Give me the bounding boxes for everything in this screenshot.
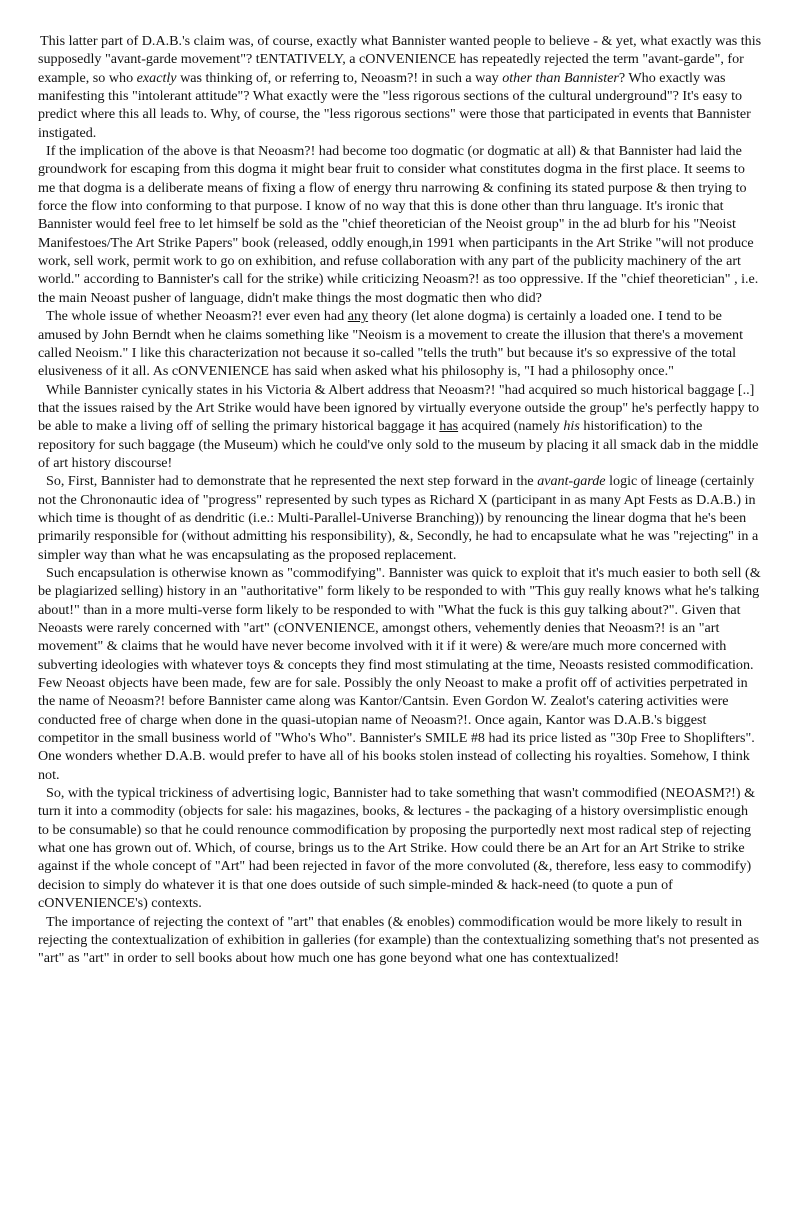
text-run: So, with the typical trickiness of advertising logic, Bannister had to take something that wasn't commodified (NEOASM?!) & turn it into a commodity (objects for sale: his magazines, books, & lectures - the packaging of a history oversimplistic enough to be consumable) so that he could renounce commodification by proposing the purportedly next most radical step of rejecting what one has grown out of. Which, of course, brings us to the Art Strike. How could there be an Art for an Art Strike to strike against if the whole concept of "Art" had been rejected in favor of the more convoluted (&, therefore, less easy to commodify) decision to simply do whatever it is that one does outside of such simple-minded & hack-need (to quote a pun of cONVENIENCE's) contexts. (38, 785, 756, 912)
italic-text: his (563, 418, 580, 435)
text-run: ? Who exactly was manifesting this "intolerant attitude"? What exactly were the "less rigorous sections of the cultural underground"? It's easy to predict where this all leads to. Why, of course, the "less rigorous sections" were those that participated in events that Bannister instigated. (38, 69, 751, 141)
text-run: This latter part of D.A.B.'s claim was, of course, exactly what Bannister wanted people to believe - & yet, what exactly was this supposedly "avant-garde movement"? tENTATIVELY, a cONVENIENCE has repeatedly rejected the term "avant-garde", for example, so who (38, 33, 762, 86)
paragraph (38, 784, 762, 912)
underlined-text: any (347, 308, 369, 325)
paragraph (38, 472, 762, 564)
paragraph (38, 913, 762, 968)
paragraph (38, 32, 762, 142)
underlined-text: has (439, 418, 459, 435)
paragraph (38, 307, 762, 380)
text-run: logic of lineage (certainly not the Chrononautic idea of "progress" represented by such types as Richard X (participant in as many Apt Fests as D.A.B.) in which time is thought of as dendritic (i.e.: Multi-Parallel-Universe Branching)) by renouncing the linear dogma that he's been primarily responsible for (without admitting his responsibility), &, Secondly, he had to encapsulate what he was "rejecting" in a simpler way than what he was encapsulating as the proposed replacement. (38, 473, 759, 563)
text-run: The importance of rejecting the context of "art" that enables (& enobles) commodification would be more likely to result in rejecting the contextualization of exhibition in galleries (for example) than the contextualizing something that's not presented as "art" as "art" in order to sell books about how much one has gone beyond what one has contextualized! (38, 913, 760, 967)
text-run: If the implication of the above is that Neoasm?! had become too dogmatic (or dogmatic at all) & that Bannister had laid the groundwork for escaping from this dogma it might bear fruit to consider what constitutes dogma in the first place. It seems to me that dogma is a deliberate means of fixing a flow of energy thru narrowing & confining its stated purpose & then trying to force the flow into conforming to that purpose. I know of no way that this is done other than thru language. It's ironic that Bannister would feel free to let himself be sold as the "chief theoretician of the Neoist group" in the ad blurb for his "Neoist Manifestoes/The Art Strike Papers" book (released, oddly enough,in 1991 when participants in the Art Strike "will not produce work, sell work, permit work to go on exhibition, and refuse collaboration with any part of the publicity machinery of the art world." according to Bannister's call for the strike) while criticizing Neoasm?! as too oppressive. If the "chief theoretician" , i.e. the main Neoast pusher of language, didn't make things the most dogmatic then who did? (38, 143, 759, 306)
italic-text: avant-garde (537, 473, 606, 490)
body-text (38, 32, 762, 968)
italic-text: exactly (136, 69, 177, 86)
text-run: theory (let alone dogma) is certainly a loaded one. I tend to be amused by John Berndt when he claims something like "Neoism is a movement to create the illusion that there's a movement called Neoism." I like this characterization not because it so-called "tells the truth" but because it's so expressive of the total elusiveness of it all. As cONVENIENCE has said when asked what his philosophy is, "I had a philosophy once." (38, 308, 743, 380)
text-run: While Bannister cynically states in his Victoria & Albert address that Neoasm?! "had acquired so much historical baggage [..] that the issues raised by the Art Strike would have been ignored by virtually everyone outside the group" he's perfectly happy to be able to make a living off of selling the primary historical baggage it (38, 381, 760, 435)
text-run: was thinking of, or referring to, Neoasm?! in such a way (176, 69, 503, 86)
text-run: historification) to the repository for such baggage (the Museum) which he could've only sold to the museum by placing it all smack dab in the middle of art history discourse! (38, 418, 759, 471)
paragraph (38, 564, 762, 784)
paragraph (38, 381, 762, 473)
text-run: Such encapsulation is otherwise known as "commodifying". Bannister was quick to exploit that it's much easier to both sell (& be plagiarized selling) history in an "authoritative" form likely to be responded to with "This guy really knows what he's talking about!" than in a more multi-verse form likely to be responded to with "What the fuck is this guy talking about?". Given that Neoasts were rarely concerned with "art" (cONVENIENCE, amongst others, vehemently denies that Neoasm?! is an "art movement" & claims that he would have never become involved with it if it were) & were/are much more concerned with subverting ideologies with whatever toys & concepts they find most stimulating at the time, Neoasts resisted commodification. Few Neoast objects have been made, few are for sale. Possibly the only Neoast to make a profit off of activities perpetrated in the name of Neoasm?! before Bannister came along was Kantor/Cantsin. Even Gordon W. Zealot's catering activities were conducted free of charge when done in the quasi-utopian name of Neoasm?!. Once again, Kantor was D.A.B.'s biggest competitor in the small business world of "Who's Who". Bannister's SMILE #8 had its price listed as "30p Free to Shoplifters". One wonders whether D.A.B. would prefer to have all of his books stolen instead of collecting his royalties. Somehow, I think not. (38, 564, 761, 783)
text-run: So, First, Bannister had to demonstrate that he represented the next step forward in the (46, 473, 538, 490)
text-run: The whole issue of whether Neoasm?! ever even had (46, 308, 348, 325)
italic-text: other than Bannister (502, 69, 619, 86)
paragraph (38, 142, 762, 307)
text-run: acquired (namely (458, 418, 564, 435)
